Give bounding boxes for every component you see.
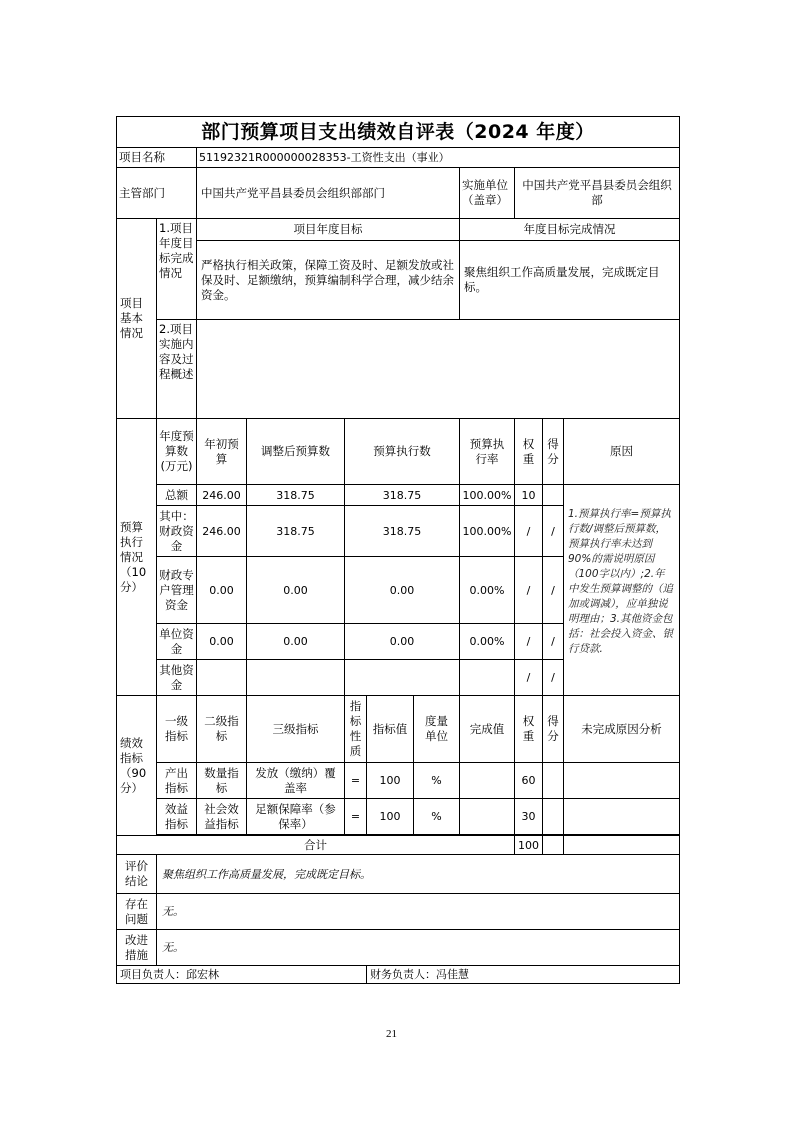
- budget-cell-text: 总额: [165, 487, 188, 502]
- budget-cell-text: 318.75: [276, 524, 315, 538]
- completion-text-content: 聚焦组织工作高质量发展，完成既定目标。: [464, 265, 660, 294]
- budget-cell-text: 0.00: [283, 583, 308, 597]
- performance-section-label-text: 绩效指标（90分）: [120, 735, 147, 795]
- perf-cell-text: %: [431, 774, 442, 787]
- budget-cell-weight: [514, 484, 543, 506]
- budget-cell-text: 318.75: [276, 488, 315, 502]
- budget-cell-text: /: [551, 671, 555, 684]
- budget-cell-text: 100.00%: [462, 488, 512, 502]
- project-name-value-text: 51192321R000000028353-工资性支出（事业）: [199, 151, 450, 164]
- impl-content-label: [156, 319, 197, 419]
- finance-lead-text: 财务负责人：冯佳慧: [370, 968, 469, 981]
- budget-cell-text: 财政专户管理资金: [159, 567, 194, 612]
- budget-header-weight: [514, 418, 543, 485]
- budget-cell-text: /: [526, 635, 531, 648]
- budget-cell-text: /: [551, 524, 555, 538]
- improve-label: [116, 929, 157, 966]
- budget-cell-rate: [459, 556, 515, 624]
- budget-cell-text: 246.00: [202, 488, 241, 502]
- project-lead-text: 项目负责人：邱宏林: [120, 968, 219, 981]
- perf-header-text: 指标性质: [349, 699, 362, 758]
- project-name-label: [116, 147, 197, 168]
- perf-cell-actual: [459, 762, 515, 799]
- budget-cell-initial: [196, 484, 247, 506]
- conclusion-text-content: 聚焦组织工作高质量发展，完成既定目标。: [162, 867, 371, 881]
- budget-header-rate: [459, 418, 515, 485]
- perf-cell-text: 发放（缴纳）覆盖率: [255, 765, 336, 795]
- perf-cell-weight: [514, 798, 543, 835]
- impl-unit-label: [459, 167, 515, 219]
- impl-unit-value-text: 中国共产党平昌县委员会组织部: [522, 178, 672, 207]
- budget-cell-label: [156, 505, 197, 557]
- budget-cell-text: 0.00: [209, 635, 234, 648]
- budget-cell-adjusted: [246, 556, 345, 624]
- perf-header-nature: [344, 695, 367, 763]
- budget-cell-score: [542, 659, 564, 696]
- perf-cell-value: [366, 798, 414, 835]
- budget-cell-text: 0.00: [283, 635, 308, 648]
- perf-cell-nature: [344, 762, 367, 799]
- budget-cell-rate: [459, 505, 515, 557]
- budget-cell-rate: [459, 659, 515, 696]
- budget-header-text: 预算执行数: [373, 444, 431, 458]
- perf-cell-text: 数量指标: [204, 765, 239, 795]
- improve-text: [156, 929, 680, 966]
- budget-section-label: [116, 418, 157, 696]
- budget-header-text: 权重: [522, 436, 535, 466]
- budget-cell-executed: [344, 623, 460, 660]
- total-reason: [563, 835, 680, 855]
- project-name-value: [196, 147, 680, 168]
- completion-header: [459, 218, 680, 241]
- impl-content-label-text: 2.项目实施内容及过程概述: [159, 322, 194, 381]
- total-label-text: 合计: [304, 837, 327, 852]
- budget-cell-initial: [196, 556, 247, 624]
- impl-unit-label-text: 实施单位（盖章）: [462, 178, 508, 207]
- impl-content-value: [196, 319, 680, 419]
- budget-cell-text: /: [526, 671, 531, 684]
- budget-cell-text: 0.00: [389, 635, 415, 648]
- budget-cell-rate: [459, 484, 515, 506]
- budget-section-label-text: 预算执行情况（10分）: [120, 519, 147, 594]
- perf-cell-actual: [459, 798, 515, 835]
- perf-header-text: 得分: [547, 714, 559, 743]
- budget-cell-weight: [514, 556, 543, 624]
- total-weight-text: 100: [518, 838, 539, 852]
- perf-cell-text: 100: [379, 774, 401, 787]
- perf-header-text: 未完成原因分析: [581, 721, 662, 736]
- budget-header-text: 得分: [547, 436, 559, 466]
- issues-label-text: 存在问题: [125, 896, 148, 926]
- budget-header-text: 年度预算数(万元): [159, 429, 194, 473]
- finance-lead: [366, 965, 680, 984]
- perf-cell-level1: [156, 798, 197, 835]
- goal-text: [196, 240, 460, 320]
- perf-header-text: 权重: [522, 714, 535, 743]
- perf-header-reason: [563, 695, 680, 763]
- perf-header-value: [366, 695, 414, 763]
- perf-cell-reason: [563, 798, 680, 835]
- perf-cell-unit: [413, 798, 460, 835]
- perf-header-weight: [514, 695, 543, 763]
- budget-cell-text: 318.75: [382, 488, 422, 502]
- perf-cell-text: =: [350, 810, 361, 823]
- basic-section-label: [116, 218, 157, 419]
- dept-value-text: 中国共产党平昌县委员会组织部部门: [201, 185, 385, 200]
- perf-cell-level3: [246, 798, 345, 835]
- goal-label-text: 1.项目年度目标完成情况: [159, 221, 194, 280]
- budget-cell-initial: [196, 659, 247, 696]
- budget-header-text: 调整后预算数: [261, 444, 330, 458]
- basic-section-label-text: 项目基本情况: [120, 296, 143, 340]
- total-weight: [514, 835, 543, 855]
- perf-cell-text: 足额保障率（参保率）: [255, 801, 336, 831]
- conclusion-label: [116, 854, 157, 894]
- budget-cell-weight: [514, 505, 543, 557]
- budget-cell-executed: [344, 484, 460, 506]
- budget-cell-executed: [344, 505, 460, 557]
- perf-cell-nature: [344, 798, 367, 835]
- total-score: [542, 835, 564, 855]
- budget-cell-text: 10: [521, 488, 536, 502]
- budget-header-reason: [563, 418, 680, 485]
- perf-cell-text: %: [431, 810, 442, 823]
- budget-cell-text: 0.00: [209, 583, 234, 597]
- budget-cell-label: [156, 623, 197, 660]
- budget-cell-text: 0.00%: [469, 635, 505, 648]
- budget-cell-executed: [344, 556, 460, 624]
- perf-cell-level3: [246, 762, 345, 799]
- perf-header-score: [542, 695, 564, 763]
- perf-header-text: 一级指标: [165, 714, 188, 743]
- budget-cell-text: 0.00: [389, 583, 415, 597]
- completion-text: [459, 240, 680, 320]
- budget-note-text: 1.预算执行率=预算执行数/调整后预算数，预算执行率未达到90%的需说明原因（100字以内）;2.年中发生预算调整的（追加或调减），应单独说明理由；3.其他资金包括：社会投入资金、银行贷款.: [568, 508, 673, 655]
- issues-text: [156, 893, 680, 930]
- budget-cell-score: [542, 484, 564, 506]
- dept-value: [196, 167, 460, 219]
- perf-cell-score: [542, 762, 564, 799]
- perf-cell-text: 产出指标: [165, 765, 188, 795]
- page-number: 21: [386, 1028, 397, 1040]
- budget-cell-adjusted: [246, 505, 345, 557]
- budget-cell-text: /: [526, 524, 531, 538]
- goal-header-text: 项目年度目标: [293, 222, 363, 236]
- budget-cell-text: 100.00%: [462, 524, 512, 538]
- perf-cell-text: =: [350, 774, 361, 787]
- perf-header-level3: [246, 695, 345, 763]
- budget-cell-text: /: [526, 583, 531, 597]
- budget-header-text: 原因: [610, 444, 633, 458]
- budget-cell-rate: [459, 623, 515, 660]
- budget-cell-initial: [196, 505, 247, 557]
- budget-cell-label: [156, 659, 197, 696]
- budget-cell-executed: [344, 659, 460, 696]
- budget-header-text: 预算执行率: [469, 436, 505, 466]
- budget-header-executed: [344, 418, 460, 485]
- conclusion-text: [156, 854, 680, 894]
- perf-cell-unit: [413, 762, 460, 799]
- perf-header-actual: [459, 695, 515, 763]
- budget-cell-score: [542, 556, 564, 624]
- perf-cell-weight: [514, 762, 543, 799]
- budget-cell-score: [542, 505, 564, 557]
- goal-header: [196, 218, 460, 241]
- performance-section-label: [116, 695, 157, 836]
- budget-cell-text: 单位资金: [159, 626, 194, 656]
- perf-cell-text: 效益指标: [165, 801, 188, 831]
- total-label: [116, 835, 515, 855]
- perf-header-text: 二级指标: [204, 714, 239, 743]
- perf-header-level2: [196, 695, 247, 763]
- perf-header-text: 完成值: [469, 721, 505, 736]
- budget-cell-text: 其他资金: [159, 662, 194, 692]
- improve-text-content: 无。: [162, 941, 184, 954]
- perf-header-unit: [413, 695, 460, 763]
- perf-cell-text: 30: [521, 810, 536, 823]
- budget-cell-text: /: [551, 583, 555, 597]
- perf-header-text: 三级指标: [272, 721, 319, 736]
- issues-text-content: 无。: [162, 905, 184, 918]
- conclusion-label-text: 评价结论: [125, 859, 148, 888]
- perf-header-level1: [156, 695, 197, 763]
- budget-cell-text: 318.75: [382, 524, 422, 538]
- budget-note: [563, 484, 680, 696]
- budget-cell-text: /: [551, 635, 555, 648]
- budget-cell-adjusted: [246, 659, 345, 696]
- budget-cell-weight: [514, 623, 543, 660]
- budget-header-score: [542, 418, 564, 485]
- budget-header-initial: [196, 418, 247, 485]
- dept-label: [116, 167, 197, 219]
- improve-label-text: 改进措施: [125, 932, 148, 962]
- goal-label: [156, 218, 197, 320]
- goal-text-content: 严格执行相关政策，保障工资及时、足额发放或社保及时、足额缴纳，预算编制科学合理，减少结余资金。: [201, 257, 454, 302]
- budget-cell-adjusted: [246, 623, 345, 660]
- budget-header-adjusted: [246, 418, 345, 485]
- budget-cell-label: [156, 484, 197, 506]
- perf-cell-level2: [196, 798, 247, 835]
- perf-cell-score: [542, 798, 564, 835]
- issues-label: [116, 893, 157, 930]
- impl-unit-value: [514, 167, 680, 219]
- perf-header-text: 度量单位: [425, 714, 448, 743]
- budget-cell-weight: [514, 659, 543, 696]
- perf-cell-text: 社会效益指标: [204, 801, 239, 831]
- budget-cell-label: [156, 556, 197, 624]
- perf-cell-level2: [196, 762, 247, 799]
- perf-cell-reason: [563, 762, 680, 799]
- budget-cell-text: 其中：财政资金: [159, 508, 194, 553]
- budget-header-year: [156, 418, 197, 485]
- budget-cell-text: 0.00%: [469, 583, 505, 597]
- dept-label-text: 主管部门: [119, 185, 165, 200]
- completion-header-text: 年度目标完成情况: [523, 222, 616, 236]
- perf-cell-text: 60: [521, 774, 536, 787]
- project-lead: [116, 965, 367, 984]
- budget-header-text: 年初预算: [204, 436, 239, 466]
- project-name-label-text: 项目名称: [119, 150, 165, 164]
- perf-cell-value: [366, 762, 414, 799]
- perf-header-text: 指标值: [372, 721, 408, 736]
- budget-cell-text: 246.00: [202, 524, 241, 538]
- budget-cell-initial: [196, 623, 247, 660]
- budget-cell-score: [542, 623, 564, 660]
- perf-cell-text: 100: [379, 810, 401, 823]
- title-text: 部门预算项目支出绩效自评表（2024 年度）: [201, 120, 595, 143]
- perf-cell-level1: [156, 762, 197, 799]
- budget-cell-adjusted: [246, 484, 345, 506]
- page-title: [116, 116, 680, 148]
